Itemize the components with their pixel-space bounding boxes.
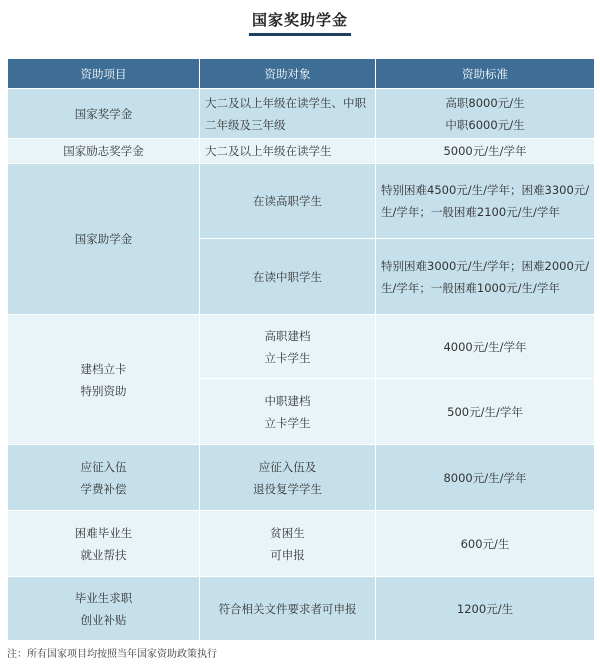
- standard-cell: 4000元/生/学年: [376, 315, 595, 379]
- table-row: [8, 445, 595, 511]
- target-line: 立卡学生: [264, 350, 311, 365]
- table-row: [8, 139, 595, 164]
- standard-cell: [376, 89, 595, 139]
- header-target: 资助对象: [200, 59, 376, 89]
- title-area: [0, 8, 600, 36]
- target-line: 高职建档: [264, 328, 311, 343]
- target-line: 退役复学学生: [253, 481, 322, 496]
- standard-cell: 特别困难4500元/生/学年；困难3300元/生/学年；一般困难2100元/生/学年: [376, 164, 595, 239]
- item-cell: 国家助学金: [8, 164, 200, 315]
- target-cell: [200, 315, 376, 379]
- table-row: [8, 315, 595, 379]
- target-line: 贫困生: [270, 525, 305, 540]
- target-line: 中职建档: [264, 393, 311, 408]
- table-row: [8, 164, 595, 239]
- item-line: 困难毕业生: [74, 525, 133, 540]
- subsidy-table: [7, 58, 595, 641]
- target-cell: 大二及以上年级在读学生、中职二年级及三年级: [200, 89, 376, 139]
- standard-cell: 600元/生: [376, 511, 595, 577]
- item-line: 建档立卡: [80, 361, 127, 376]
- target-cell: [200, 445, 376, 511]
- table-row: [8, 511, 595, 577]
- item-line: 学费补偿: [80, 481, 127, 496]
- page-title: 国家奖助学金: [249, 8, 351, 36]
- item-cell: [8, 315, 200, 445]
- target-cell: [200, 511, 376, 577]
- target-line: 应征入伍及: [258, 459, 317, 474]
- footnote: 注：所有国家项目均按照当年国家资助政策执行: [7, 649, 217, 660]
- item-line: 就业帮扶: [80, 547, 127, 562]
- table-row: [8, 577, 595, 641]
- standard-cell: 特别困难3000元/生/学年；困难2000元/生/学年；一般困难1000元/生/学年: [376, 239, 595, 315]
- item-cell: 国家奖学金: [8, 89, 200, 139]
- target-cell: 符合相关文件要求者可申报: [200, 577, 376, 641]
- target-cell: 大二及以上年级在读学生: [200, 139, 376, 164]
- target-line: 立卡学生: [264, 415, 311, 430]
- item-cell: [8, 511, 200, 577]
- item-cell: [8, 445, 200, 511]
- standard-cell: 8000元/生/学年: [376, 445, 595, 511]
- item-cell: [8, 577, 200, 641]
- table-header-row: [8, 59, 595, 89]
- header-standard: 资助标准: [376, 59, 595, 89]
- table-row: [8, 89, 595, 139]
- item-line: 创业补贴: [80, 612, 127, 627]
- standard-line: 中职6000元/生: [445, 117, 525, 132]
- item-line: 特别资助: [80, 383, 127, 398]
- header-item: 资助项目: [8, 59, 200, 89]
- standard-line: 高职8000元/生: [445, 95, 525, 110]
- standard-cell: 1200元/生: [376, 577, 595, 641]
- item-cell: 国家励志奖学金: [8, 139, 200, 164]
- item-line: 毕业生求职: [74, 590, 133, 605]
- target-line: 可申报: [270, 547, 305, 562]
- target-cell: 在读高职学生: [200, 164, 376, 239]
- target-cell: [200, 379, 376, 445]
- target-cell: 在读中职学生: [200, 239, 376, 315]
- item-line: 应征入伍: [80, 459, 127, 474]
- standard-cell: 500元/生/学年: [376, 379, 595, 445]
- standard-cell: 5000元/生/学年: [376, 139, 595, 164]
